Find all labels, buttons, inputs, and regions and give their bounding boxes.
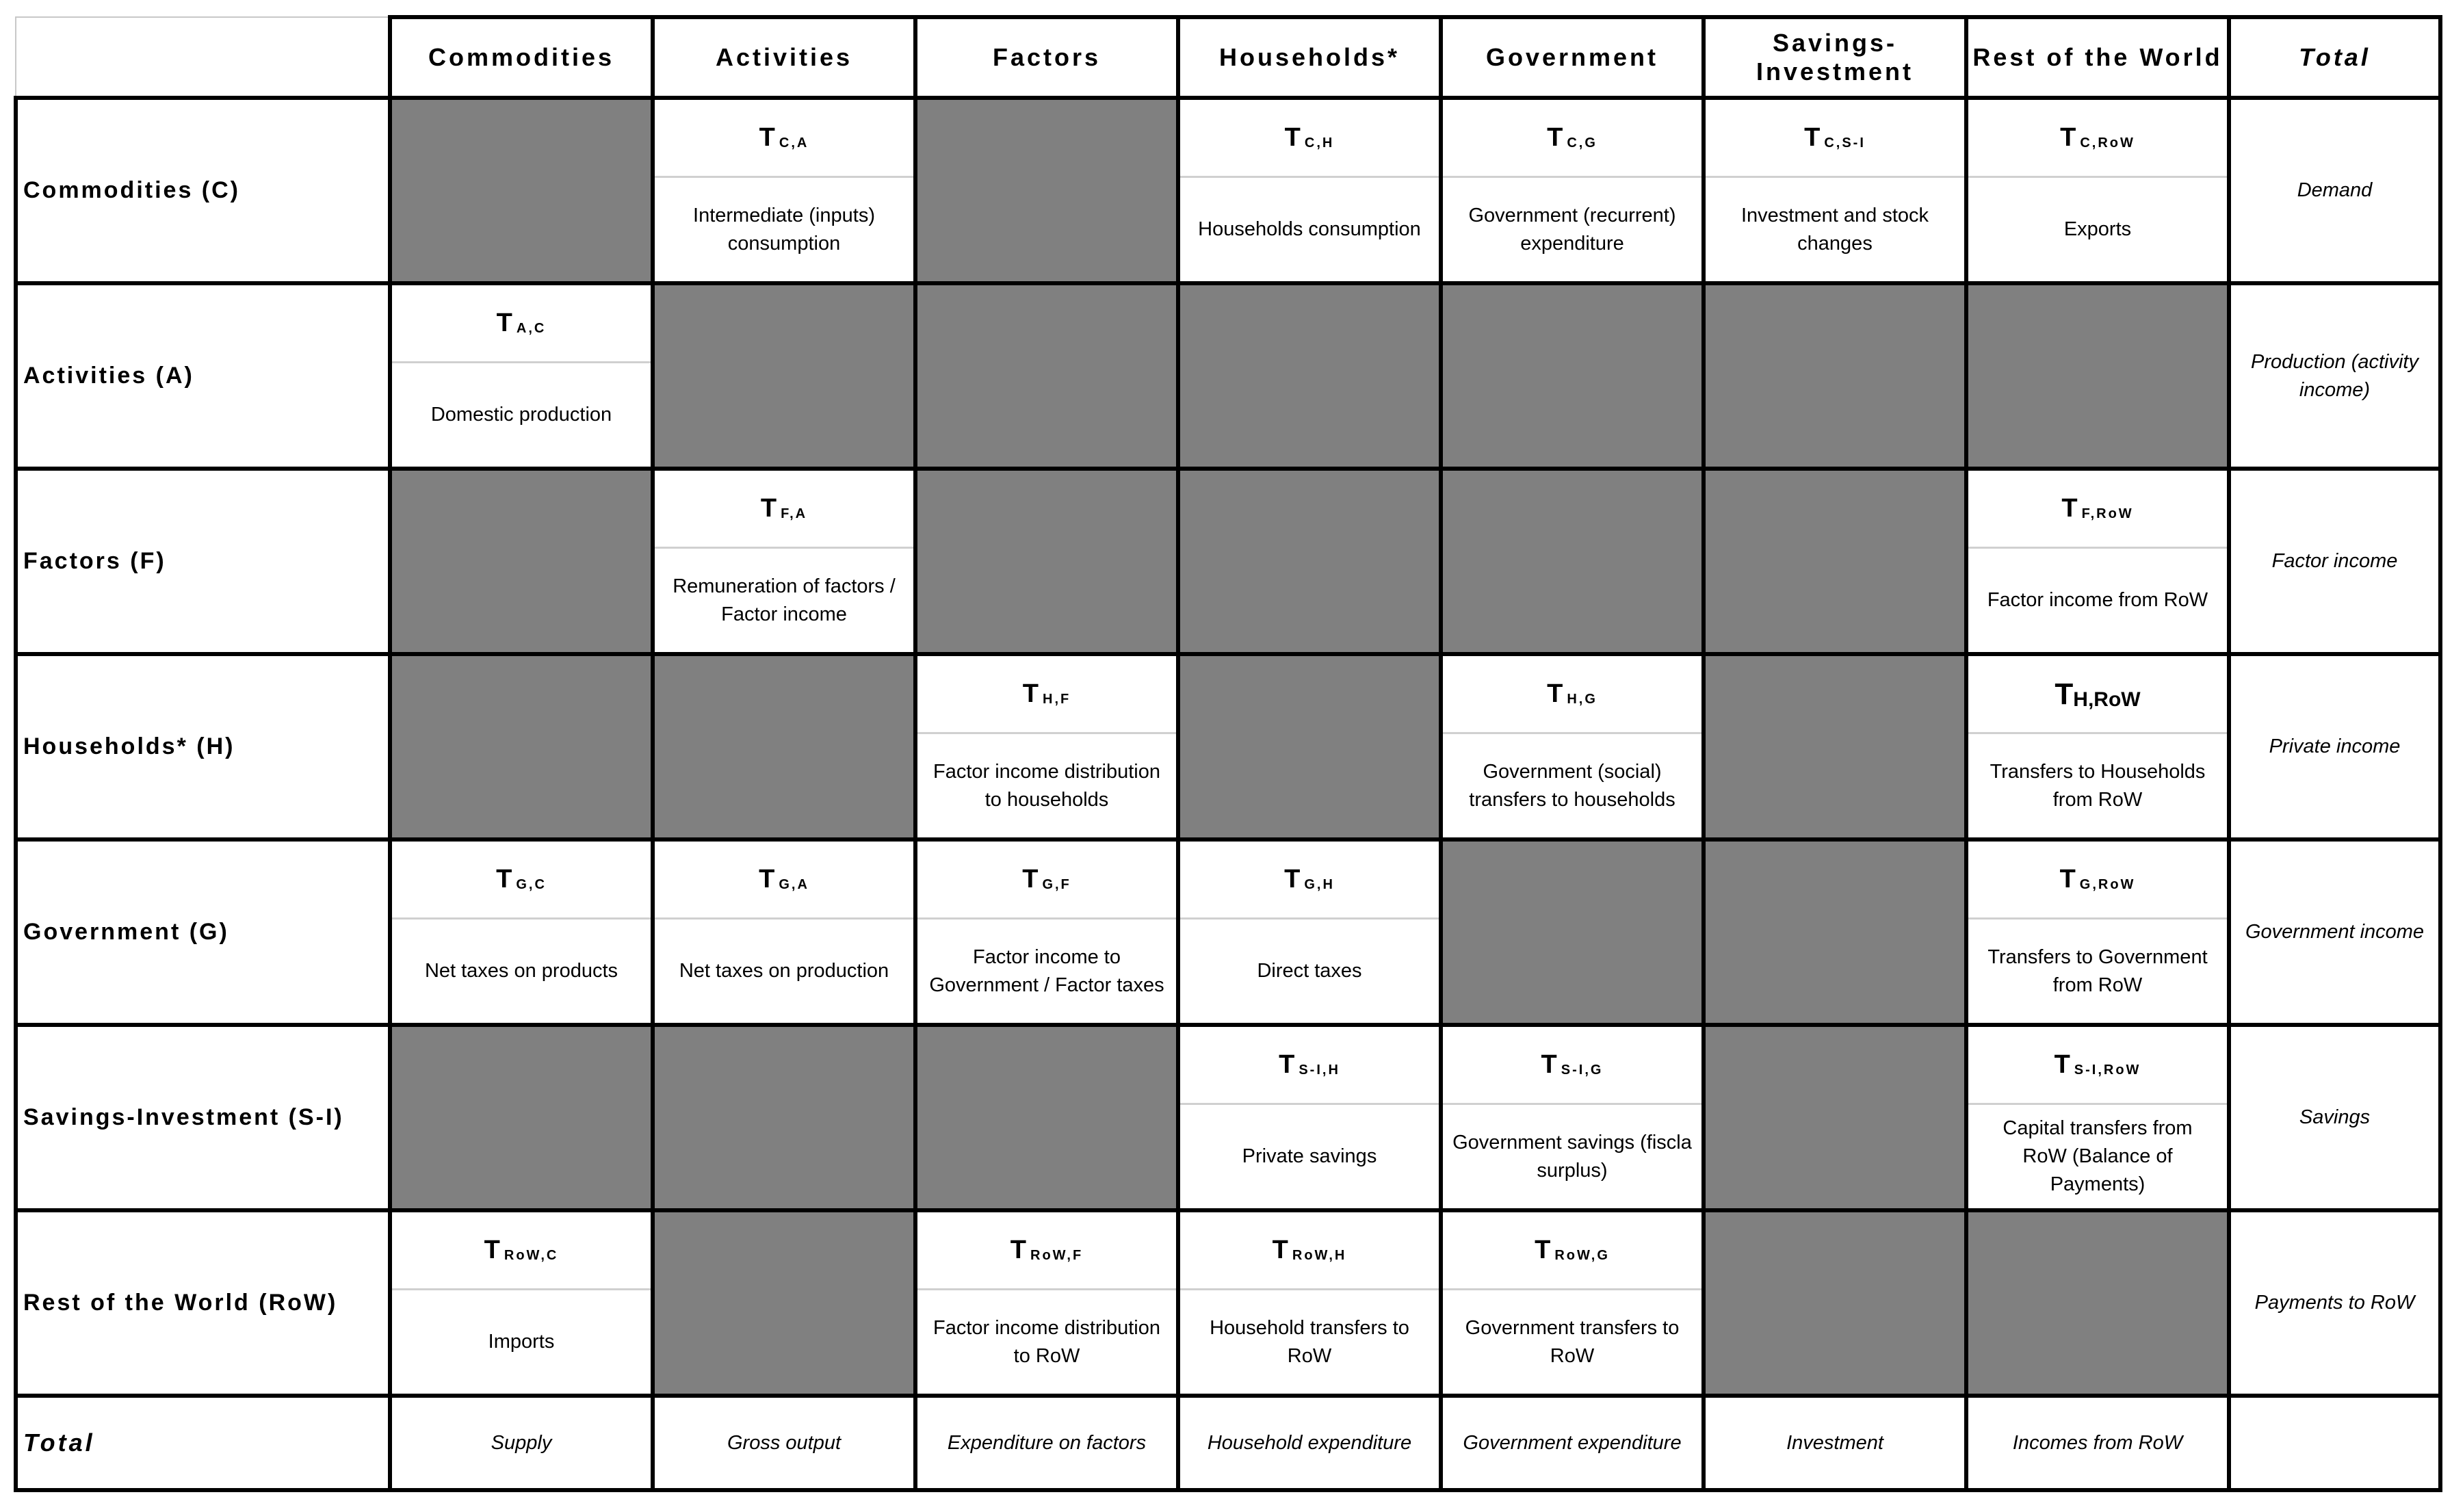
symbol-letter: T [1284,865,1301,894]
transaction-symbol [1180,842,1439,920]
empty-shaded-cell [915,98,1178,283]
symbol-subscript: G,F [1042,877,1071,893]
transaction-symbol [392,285,651,363]
empty-shaded-cell [653,1025,915,1210]
transaction-cell-content [917,656,1176,837]
transaction-cell-content [1968,1027,2227,1208]
transaction-symbol [1968,842,2227,920]
row-header: Savings-Investment (S-I) [16,1025,390,1210]
symbol-subscript: RoW,F [1030,1248,1084,1264]
transaction-cell-content [1968,471,2227,652]
transaction-cell [1966,1025,2229,1210]
empty-shaded-cell [1704,469,1966,654]
column-header-commodities: Commodities [390,17,653,98]
column-header-rest-of-the-world: Rest of the World [1966,17,2229,98]
transaction-symbol [1443,656,1701,734]
transaction-symbol [1706,100,1964,178]
transaction-symbol [1180,100,1439,178]
transaction-symbol [1180,1212,1439,1290]
transaction-symbol [1443,100,1701,178]
column-total-cell: Gross output [653,1396,915,1490]
transaction-symbol [1968,1027,2227,1105]
column-total-cell: Incomes from RoW [1966,1396,2229,1490]
transaction-cell [1441,654,1704,839]
symbol-letter: T [1541,1050,1557,1080]
transaction-cell-content [1180,1212,1439,1394]
corner-cell [16,17,390,98]
symbol-subscript: G,H [1304,877,1335,893]
row-total-cell: Private income [2229,654,2440,839]
symbol-letter: T [1284,123,1301,153]
column-total-cell: Expenditure on factors [915,1396,1178,1490]
transaction-cell-content [1968,100,2227,281]
row-header: Activities (A) [16,283,390,469]
transaction-cell [1704,98,1966,283]
transaction-cell-content [1706,100,1964,281]
empty-shaded-cell [1966,1210,2229,1396]
column-total-cell: Government expenditure [1441,1396,1704,1490]
symbol-letter: T [1547,679,1563,709]
transaction-cell [1441,1210,1704,1396]
transaction-description: Household transfers to RoW [1210,1316,1409,1367]
transaction-cell [390,1210,653,1396]
empty-shaded-cell [915,283,1178,469]
symbol-subscript: RoW,G [1554,1248,1610,1264]
transaction-cell [1966,469,2229,654]
transaction-description: Net taxes on products [424,960,618,982]
transaction-symbol [392,842,651,920]
transaction-cell-content [1180,842,1439,1023]
symbol-letter: T [496,865,512,894]
transaction-cell [653,98,915,283]
transaction-description: Imports [488,1331,555,1353]
matrix-row [16,469,2440,654]
empty-shaded-cell [1704,839,1966,1025]
symbol-letter: T [496,309,512,338]
row-header: Government (G) [16,839,390,1025]
social-accounting-matrix-table [14,15,2442,1492]
symbol-subscript: RoW,C [504,1248,559,1264]
empty-shaded-cell [1704,1210,1966,1396]
column-header-activities: Activities [653,17,915,98]
symbol-letter: T [2055,677,2074,711]
symbol-subscript: G,RoW [2079,877,2136,893]
transaction-symbol [917,1212,1176,1290]
transaction-cell-content [1968,842,2227,1023]
column-total-cell: Household expenditure [1178,1396,1441,1490]
empty-shaded-cell [1441,283,1704,469]
matrix-row [16,1210,2440,1396]
symbol-letter: T [1272,1236,1288,1265]
transaction-cell [915,839,1178,1025]
transaction-cell-content [655,842,913,1023]
symbol-subscript: C,S-I [1824,135,1866,151]
row-header: Rest of the World (RoW) [16,1210,390,1396]
transaction-description: Households consumption [1198,218,1421,241]
row-header: Households* (H) [16,654,390,839]
transaction-cell [390,283,653,469]
transaction-cell [1178,839,1441,1025]
matrix-row [16,654,2440,839]
transaction-cell-content [1443,1212,1701,1394]
symbol-letter: T [760,494,777,523]
symbol-letter: T [2054,1050,2070,1080]
symbol-letter: T [484,1236,500,1265]
transaction-cell-content [1968,656,2227,837]
empty-shaded-cell [390,654,653,839]
symbol-subscript: H,RoW [2073,688,2141,711]
transaction-description: Remuneration of factors / Factor income [673,575,896,625]
symbol-subscript: F,A [781,506,808,522]
transaction-description: Transfers to Government from RoW [1987,946,2208,996]
transaction-description: Factor income distribution to RoW [932,1316,1161,1367]
empty-shaded-cell [390,1025,653,1210]
symbol-subscript: RoW,H [1292,1248,1347,1264]
transaction-description: Government transfers to RoW [1465,1316,1680,1367]
transaction-description: Net taxes on production [679,960,889,982]
transaction-cell-content [1443,100,1701,281]
row-header: Commodities (C) [16,98,390,283]
symbol-subscript: H,F [1043,692,1071,707]
transaction-cell-content [917,1212,1176,1394]
matrix-row [16,98,2440,283]
transaction-cell [1178,1210,1441,1396]
transaction-description: Factor income distribution to households [932,760,1161,811]
symbol-letter: T [2059,865,2076,894]
total-row-label: Total [16,1396,390,1490]
symbol-subscript: F,RoW [2081,506,2134,522]
transaction-cell-content [917,842,1176,1023]
transaction-symbol [655,100,913,178]
transaction-description: Transfers to Households from RoW [1990,760,2206,811]
transaction-symbol [917,656,1176,734]
symbol-letter: T [1022,865,1039,894]
empty-shaded-cell [915,469,1178,654]
symbol-letter: T [1022,679,1039,709]
transaction-cell [1178,1025,1441,1210]
transaction-cell-content [392,1212,651,1394]
transaction-cell-content [392,842,651,1023]
symbol-subscript: G,A [779,877,809,893]
row-total-cell: Production (activity income) [2229,283,2440,469]
empty-shaded-cell [1178,283,1441,469]
column-total-cell: Investment [1704,1396,1966,1490]
transaction-symbol [655,842,913,920]
transaction-cell [1441,1025,1704,1210]
empty-shaded-cell [653,283,915,469]
transaction-description: Government savings (fiscla surplus) [1452,1131,1692,1182]
symbol-letter: T [1010,1236,1026,1265]
symbol-subscript: A,C [516,321,547,337]
symbol-subscript: S-I,RoW [2074,1063,2141,1078]
column-header-households: Households* [1178,17,1441,98]
transaction-cell-content [1180,100,1439,281]
transaction-cell [653,469,915,654]
transaction-description: Investment and stock changes [1740,204,1929,255]
empty-shaded-cell [915,1025,1178,1210]
transaction-description: Government (social) transfers to households [1469,760,1675,811]
empty-shaded-cell [653,1210,915,1396]
transaction-cell-content [1443,656,1701,837]
transaction-description: Government (recurrent) expenditure [1468,204,1676,255]
empty-shaded-cell [390,469,653,654]
transaction-cell [1966,654,2229,839]
symbol-letter: T [2060,123,2076,153]
transaction-description: Exports [2063,218,2132,241]
symbol-letter: T [759,123,775,153]
empty-shaded-cell [1441,469,1704,654]
symbol-subscript: C,RoW [2080,135,2135,151]
empty-shaded-cell [1966,283,2229,469]
symbol-letter: T [2061,494,2078,523]
transaction-cell-content [655,100,913,281]
empty-shaded-cell [1178,469,1441,654]
empty-shaded-cell [653,654,915,839]
row-total-cell: Factor income [2229,469,2440,654]
symbol-letter: T [759,865,775,894]
transaction-cell [915,1210,1178,1396]
transaction-symbol [392,1212,651,1290]
transaction-description: Factor income from RoW [1987,589,2208,612]
transaction-symbol [1968,100,2227,178]
empty-shaded-cell [1441,839,1704,1025]
symbol-subscript: H,G [1567,692,1597,707]
empty-shaded-cell [1704,1025,1966,1210]
transaction-cell [390,839,653,1025]
transaction-symbol [1180,1027,1439,1105]
symbol-letter: T [1279,1050,1295,1080]
transaction-description: Capital transfers from RoW (Balance of Payments) [2003,1117,2193,1196]
symbol-subscript: S-I,G [1561,1063,1604,1078]
transaction-cell-content [392,285,651,467]
row-total-cell: Demand [2229,98,2440,283]
column-total-cell [2229,1396,2440,1490]
transaction-cell [1178,98,1441,283]
empty-shaded-cell [1704,654,1966,839]
empty-shaded-cell [1178,654,1441,839]
transaction-description: Private savings [1242,1145,1377,1168]
transaction-symbol [1968,656,2227,734]
matrix-row [16,283,2440,469]
transaction-description: Domestic production [430,404,612,426]
row-total-cell: Government income [2229,839,2440,1025]
transaction-description: Direct taxes [1257,960,1362,982]
column-header-total: Total [2229,17,2440,98]
transaction-cell [915,654,1178,839]
empty-shaded-cell [390,98,653,283]
symbol-subscript: G,C [516,877,547,893]
matrix-row [16,839,2440,1025]
transaction-symbol [917,842,1176,920]
symbol-subscript: C,A [779,135,809,151]
empty-shaded-cell [1704,283,1966,469]
transaction-cell-content [1180,1027,1439,1208]
transaction-cell [1966,98,2229,283]
row-header: Factors (F) [16,469,390,654]
transaction-cell-content [655,471,913,652]
symbol-letter: T [1535,1236,1551,1265]
column-header-factors: Factors [915,17,1178,98]
transaction-symbol [1443,1212,1701,1290]
transaction-symbol [1443,1027,1701,1105]
column-header-savings-investment: Savings- Investment [1704,17,1966,98]
transaction-symbol [655,471,913,549]
transaction-cell-content [1443,1027,1701,1208]
transaction-cell [653,839,915,1025]
symbol-subscript: C,G [1567,135,1597,151]
symbol-subscript: S-I,H [1299,1063,1340,1078]
row-total-cell: Payments to RoW [2229,1210,2440,1396]
transaction-description: Intermediate (inputs) consumption [693,204,875,255]
matrix-row [16,1025,2440,1210]
row-total-cell: Savings [2229,1025,2440,1210]
column-total-cell: Supply [390,1396,653,1490]
header-row [16,17,2440,98]
total-row [16,1396,2440,1490]
symbol-subscript: C,H [1304,135,1335,151]
symbol-letter: T [1547,123,1563,153]
column-header-government: Government [1441,17,1704,98]
transaction-cell [1441,98,1704,283]
transaction-description: Factor income to Government / Factor taxes [929,946,1164,996]
transaction-cell [1966,839,2229,1025]
transaction-symbol [1968,471,2227,549]
symbol-letter: T [1804,123,1821,153]
